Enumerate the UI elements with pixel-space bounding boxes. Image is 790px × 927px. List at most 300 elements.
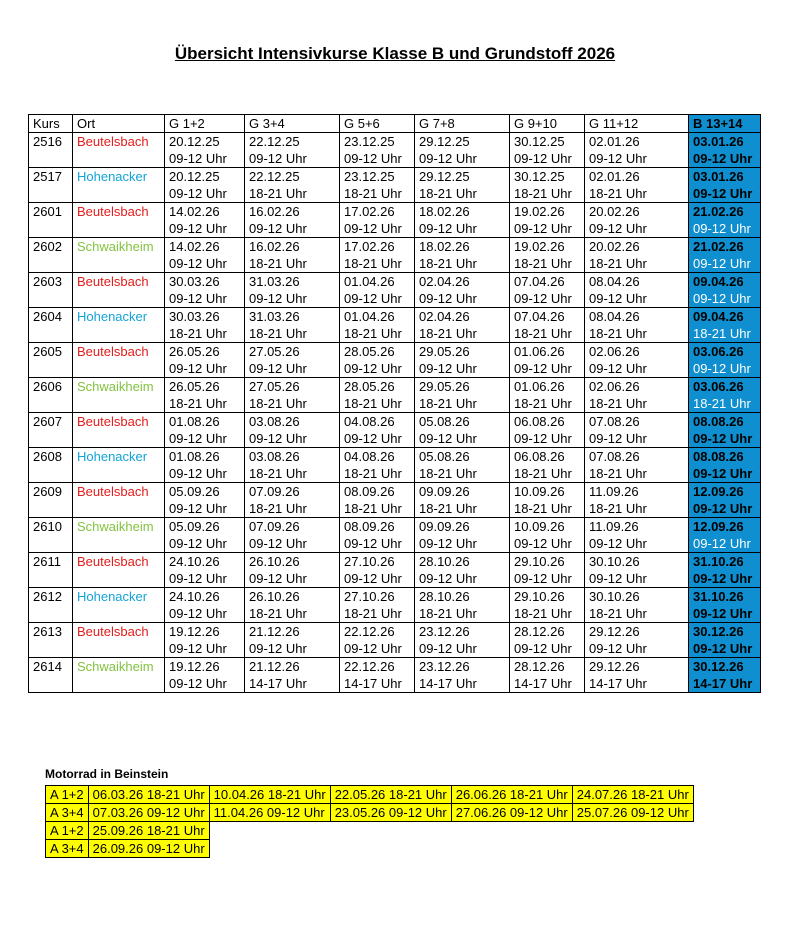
time-cell: 09-12 Uhr (415, 640, 510, 658)
time-cell: 09-12 Uhr (415, 360, 510, 378)
time-cell: 18-21 Uhr (165, 325, 245, 343)
date-cell: 09.04.26 (689, 308, 761, 326)
date-cell: 26.10.26 (245, 588, 340, 606)
motorrad-date: 26.09.26 09-12 Uhr (88, 840, 209, 858)
date-cell: 07.04.26 (510, 273, 585, 291)
date-cell: 24.10.26 (165, 553, 245, 571)
time-cell: 14-17 Uhr (510, 675, 585, 693)
time-cell: 09-12 Uhr (245, 535, 340, 553)
date-cell: 01.08.26 (165, 448, 245, 466)
time-cell: 09-12 Uhr (245, 430, 340, 448)
motorrad-date: 07.03.26 09-12 Uhr (88, 804, 209, 822)
ort-name: Hohenacker (73, 308, 165, 343)
time-cell: 18-21 Uhr (585, 605, 689, 623)
date-cell: 29.12.25 (415, 168, 510, 186)
date-cell: 26.05.26 (165, 378, 245, 396)
date-cell: 04.08.26 (340, 413, 415, 431)
time-cell: 18-21 Uhr (340, 500, 415, 518)
table-row (29, 308, 761, 326)
kurs-number: 2613 (29, 623, 73, 658)
time-cell: 09-12 Uhr (689, 605, 761, 623)
date-cell: 08.09.26 (340, 518, 415, 536)
empty-cell (572, 822, 693, 840)
time-cell: 09-12 Uhr (585, 290, 689, 308)
empty-cell (330, 840, 451, 858)
date-cell: 03.01.26 (689, 168, 761, 186)
table-row (29, 483, 761, 501)
time-cell: 09-12 Uhr (340, 570, 415, 588)
column-header: B 13+14 (689, 115, 761, 133)
date-cell: 22.12.25 (245, 133, 340, 151)
time-cell: 09-12 Uhr (340, 220, 415, 238)
time-cell: 09-12 Uhr (585, 535, 689, 553)
time-cell: 09-12 Uhr (510, 220, 585, 238)
time-cell: 09-12 Uhr (585, 570, 689, 588)
empty-cell (209, 822, 330, 840)
kurs-number: 2517 (29, 168, 73, 203)
date-cell: 16.02.26 (245, 238, 340, 256)
time-cell: 18-21 Uhr (245, 185, 340, 203)
column-header: Ort (73, 115, 165, 133)
date-cell: 02.04.26 (415, 308, 510, 326)
table-row (29, 343, 761, 361)
time-cell: 09-12 Uhr (415, 290, 510, 308)
ort-name: Schwaikheim (73, 658, 165, 693)
time-cell: 18-21 Uhr (415, 500, 510, 518)
table-row (29, 413, 761, 431)
table-row (29, 238, 761, 256)
empty-cell (451, 840, 572, 858)
table-row (29, 168, 761, 186)
date-cell: 19.12.26 (165, 623, 245, 641)
time-cell: 09-12 Uhr (689, 640, 761, 658)
table-row (29, 658, 761, 676)
date-cell: 01.06.26 (510, 378, 585, 396)
kurs-number: 2601 (29, 203, 73, 238)
date-cell: 01.08.26 (165, 413, 245, 431)
motorrad-row (46, 822, 694, 840)
time-cell: 09-12 Uhr (165, 500, 245, 518)
date-cell: 28.12.26 (510, 658, 585, 676)
date-cell: 29.12.25 (415, 133, 510, 151)
time-cell: 09-12 Uhr (510, 360, 585, 378)
date-cell: 03.06.26 (689, 343, 761, 361)
date-cell: 09.04.26 (689, 273, 761, 291)
date-cell: 30.12.25 (510, 133, 585, 151)
time-cell: 18-21 Uhr (585, 500, 689, 518)
date-cell: 21.12.26 (245, 623, 340, 641)
time-cell: 09-12 Uhr (689, 255, 761, 273)
time-cell: 09-12 Uhr (340, 360, 415, 378)
time-cell: 09-12 Uhr (415, 220, 510, 238)
date-cell: 21.02.26 (689, 203, 761, 221)
date-cell: 30.12.26 (689, 658, 761, 676)
table-row (29, 133, 761, 151)
time-cell: 09-12 Uhr (245, 290, 340, 308)
time-cell: 18-21 Uhr (245, 500, 340, 518)
time-cell: 09-12 Uhr (165, 535, 245, 553)
date-cell: 09.09.26 (415, 518, 510, 536)
date-cell: 19.12.26 (165, 658, 245, 676)
date-cell: 03.08.26 (245, 413, 340, 431)
time-cell: 09-12 Uhr (165, 430, 245, 448)
time-cell: 09-12 Uhr (689, 150, 761, 168)
motorrad-date: 25.07.26 09-12 Uhr (572, 804, 693, 822)
date-cell: 29.10.26 (510, 553, 585, 571)
motorrad-date: 25.09.26 18-21 Uhr (88, 822, 209, 840)
time-cell: 09-12 Uhr (689, 290, 761, 308)
time-cell: 09-12 Uhr (415, 535, 510, 553)
date-cell: 03.08.26 (245, 448, 340, 466)
ort-name: Beutelsbach (73, 483, 165, 518)
table-row (29, 378, 761, 396)
time-cell: 09-12 Uhr (340, 430, 415, 448)
date-cell: 28.12.26 (510, 623, 585, 641)
motorrad-date: 27.06.26 09-12 Uhr (451, 804, 572, 822)
date-cell: 02.04.26 (415, 273, 510, 291)
date-cell: 02.06.26 (585, 343, 689, 361)
kurs-number: 2608 (29, 448, 73, 483)
time-cell: 18-21 Uhr (340, 465, 415, 483)
time-cell: 14-17 Uhr (585, 675, 689, 693)
kurs-number: 2610 (29, 518, 73, 553)
time-cell: 09-12 Uhr (415, 150, 510, 168)
time-cell: 09-12 Uhr (510, 535, 585, 553)
time-cell: 09-12 Uhr (510, 640, 585, 658)
ort-name: Hohenacker (73, 448, 165, 483)
time-cell: 09-12 Uhr (510, 570, 585, 588)
ort-name: Beutelsbach (73, 553, 165, 588)
date-cell: 14.02.26 (165, 203, 245, 221)
ort-name: Beutelsbach (73, 203, 165, 238)
ort-name: Beutelsbach (73, 343, 165, 378)
date-cell: 04.08.26 (340, 448, 415, 466)
kurs-number: 2603 (29, 273, 73, 308)
date-cell: 30.12.25 (510, 168, 585, 186)
date-cell: 30.12.26 (689, 623, 761, 641)
kurs-number: 2516 (29, 133, 73, 168)
kurs-number: 2611 (29, 553, 73, 588)
time-cell: 09-12 Uhr (689, 360, 761, 378)
date-cell: 18.02.26 (415, 203, 510, 221)
date-cell: 02.01.26 (585, 133, 689, 151)
date-cell: 02.06.26 (585, 378, 689, 396)
time-cell: 18-21 Uhr (510, 185, 585, 203)
time-cell: 09-12 Uhr (689, 220, 761, 238)
time-cell: 09-12 Uhr (245, 640, 340, 658)
date-cell: 24.10.26 (165, 588, 245, 606)
time-cell: 09-12 Uhr (245, 150, 340, 168)
time-cell: 18-21 Uhr (415, 605, 510, 623)
time-cell: 14-17 Uhr (245, 675, 340, 693)
time-cell: 18-21 Uhr (340, 325, 415, 343)
time-cell: 18-21 Uhr (245, 325, 340, 343)
time-cell: 18-21 Uhr (245, 465, 340, 483)
motorrad-class: A 1+2 (46, 786, 89, 804)
date-cell: 08.04.26 (585, 273, 689, 291)
date-cell: 08.09.26 (340, 483, 415, 501)
date-cell: 05.08.26 (415, 448, 510, 466)
date-cell: 05.08.26 (415, 413, 510, 431)
date-cell: 16.02.26 (245, 203, 340, 221)
motorrad-date: 06.03.26 18-21 Uhr (88, 786, 209, 804)
time-cell: 18-21 Uhr (585, 255, 689, 273)
kurs-number: 2614 (29, 658, 73, 693)
date-cell: 01.04.26 (340, 308, 415, 326)
time-cell: 18-21 Uhr (245, 605, 340, 623)
time-cell: 09-12 Uhr (340, 290, 415, 308)
time-cell: 09-12 Uhr (415, 570, 510, 588)
motorrad-class: A 3+4 (46, 840, 89, 858)
date-cell: 07.09.26 (245, 483, 340, 501)
ort-name: Schwaikheim (73, 518, 165, 553)
date-cell: 22.12.26 (340, 623, 415, 641)
time-cell: 18-21 Uhr (415, 395, 510, 413)
date-cell: 27.10.26 (340, 588, 415, 606)
date-cell: 20.02.26 (585, 238, 689, 256)
ort-name: Hohenacker (73, 588, 165, 623)
date-cell: 23.12.25 (340, 133, 415, 151)
date-cell: 05.09.26 (165, 483, 245, 501)
empty-cell (330, 822, 451, 840)
time-cell: 18-21 Uhr (340, 605, 415, 623)
time-cell: 09-12 Uhr (165, 150, 245, 168)
time-cell: 18-21 Uhr (415, 185, 510, 203)
column-header: G 5+6 (340, 115, 415, 133)
date-cell: 11.09.26 (585, 518, 689, 536)
time-cell: 18-21 Uhr (585, 395, 689, 413)
time-cell: 09-12 Uhr (245, 360, 340, 378)
time-cell: 18-21 Uhr (340, 185, 415, 203)
time-cell: 18-21 Uhr (585, 465, 689, 483)
motorrad-date: 22.05.26 18-21 Uhr (330, 786, 451, 804)
table-row (29, 588, 761, 606)
motorrad-row (46, 804, 694, 822)
time-cell: 09-12 Uhr (245, 570, 340, 588)
table-row (29, 448, 761, 466)
date-cell: 27.05.26 (245, 343, 340, 361)
date-cell: 31.03.26 (245, 273, 340, 291)
time-cell: 18-21 Uhr (340, 395, 415, 413)
motorrad-date: 23.05.26 09-12 Uhr (330, 804, 451, 822)
date-cell: 07.09.26 (245, 518, 340, 536)
time-cell: 09-12 Uhr (165, 605, 245, 623)
ort-name: Hohenacker (73, 168, 165, 203)
date-cell: 02.01.26 (585, 168, 689, 186)
time-cell: 09-12 Uhr (510, 430, 585, 448)
time-cell: 18-21 Uhr (510, 395, 585, 413)
time-cell: 18-21 Uhr (415, 465, 510, 483)
time-cell: 09-12 Uhr (165, 640, 245, 658)
ort-name: Beutelsbach (73, 413, 165, 448)
date-cell: 11.09.26 (585, 483, 689, 501)
date-cell: 23.12.26 (415, 658, 510, 676)
time-cell: 09-12 Uhr (340, 535, 415, 553)
date-cell: 28.10.26 (415, 588, 510, 606)
date-cell: 31.10.26 (689, 588, 761, 606)
kurs-number: 2609 (29, 483, 73, 518)
date-cell: 01.06.26 (510, 343, 585, 361)
kurs-number: 2607 (29, 413, 73, 448)
date-cell: 30.10.26 (585, 553, 689, 571)
date-cell: 07.08.26 (585, 413, 689, 431)
empty-cell (572, 840, 693, 858)
time-cell: 09-12 Uhr (165, 465, 245, 483)
motorrad-row (46, 840, 694, 858)
motorrad-date: 10.04.26 18-21 Uhr (209, 786, 330, 804)
time-cell: 09-12 Uhr (585, 150, 689, 168)
time-cell: 09-12 Uhr (165, 255, 245, 273)
date-cell: 08.04.26 (585, 308, 689, 326)
time-cell: 18-21 Uhr (510, 500, 585, 518)
date-cell: 28.05.26 (340, 343, 415, 361)
time-cell: 18-21 Uhr (689, 325, 761, 343)
time-cell: 18-21 Uhr (510, 465, 585, 483)
date-cell: 28.10.26 (415, 553, 510, 571)
date-cell: 01.04.26 (340, 273, 415, 291)
date-cell: 31.10.26 (689, 553, 761, 571)
time-cell: 09-12 Uhr (165, 290, 245, 308)
date-cell: 23.12.25 (340, 168, 415, 186)
time-cell: 09-12 Uhr (689, 570, 761, 588)
empty-cell (209, 840, 330, 858)
time-cell: 09-12 Uhr (165, 220, 245, 238)
motorrad-row (46, 786, 694, 804)
kurs-number: 2606 (29, 378, 73, 413)
date-cell: 20.12.25 (165, 168, 245, 186)
column-header: G 1+2 (165, 115, 245, 133)
time-cell: 09-12 Uhr (165, 185, 245, 203)
time-cell: 09-12 Uhr (510, 150, 585, 168)
time-cell: 09-12 Uhr (585, 360, 689, 378)
kurs-number: 2612 (29, 588, 73, 623)
date-cell: 26.05.26 (165, 343, 245, 361)
date-cell: 09.09.26 (415, 483, 510, 501)
date-cell: 18.02.26 (415, 238, 510, 256)
time-cell: 09-12 Uhr (689, 185, 761, 203)
table-row (29, 273, 761, 291)
motorrad-table (45, 785, 694, 858)
date-cell: 12.09.26 (689, 483, 761, 501)
time-cell: 18-21 Uhr (415, 255, 510, 273)
course-table (28, 114, 761, 693)
date-cell: 23.12.26 (415, 623, 510, 641)
time-cell: 18-21 Uhr (165, 395, 245, 413)
column-header: G 9+10 (510, 115, 585, 133)
ort-name: Schwaikheim (73, 238, 165, 273)
date-cell: 21.02.26 (689, 238, 761, 256)
empty-cell (451, 822, 572, 840)
date-cell: 29.12.26 (585, 623, 689, 641)
date-cell: 17.02.26 (340, 238, 415, 256)
time-cell: 18-21 Uhr (510, 605, 585, 623)
date-cell: 27.05.26 (245, 378, 340, 396)
date-cell: 29.10.26 (510, 588, 585, 606)
time-cell: 18-21 Uhr (245, 255, 340, 273)
table-row (29, 203, 761, 221)
date-cell: 07.04.26 (510, 308, 585, 326)
time-cell: 18-21 Uhr (585, 325, 689, 343)
date-cell: 08.08.26 (689, 448, 761, 466)
date-cell: 31.03.26 (245, 308, 340, 326)
time-cell: 14-17 Uhr (689, 675, 761, 693)
table-header-row (29, 115, 761, 133)
date-cell: 30.10.26 (585, 588, 689, 606)
date-cell: 22.12.25 (245, 168, 340, 186)
date-cell: 03.01.26 (689, 133, 761, 151)
date-cell: 14.02.26 (165, 238, 245, 256)
column-header: G 7+8 (415, 115, 510, 133)
time-cell: 09-12 Uhr (510, 290, 585, 308)
ort-name: Beutelsbach (73, 623, 165, 658)
date-cell: 19.02.26 (510, 203, 585, 221)
date-cell: 05.09.26 (165, 518, 245, 536)
kurs-number: 2604 (29, 308, 73, 343)
table-row (29, 518, 761, 536)
time-cell: 14-17 Uhr (415, 675, 510, 693)
date-cell: 06.08.26 (510, 413, 585, 431)
table-row (29, 553, 761, 571)
table-row (29, 623, 761, 641)
date-cell: 30.03.26 (165, 273, 245, 291)
date-cell: 19.02.26 (510, 238, 585, 256)
date-cell: 22.12.26 (340, 658, 415, 676)
ort-name: Beutelsbach (73, 273, 165, 308)
time-cell: 09-12 Uhr (245, 220, 340, 238)
motorrad-class: A 1+2 (46, 822, 89, 840)
time-cell: 09-12 Uhr (340, 150, 415, 168)
time-cell: 18-21 Uhr (415, 325, 510, 343)
time-cell: 09-12 Uhr (689, 465, 761, 483)
time-cell: 18-21 Uhr (245, 395, 340, 413)
time-cell: 09-12 Uhr (585, 220, 689, 238)
motorrad-title: Motorrad in Beinstein (45, 767, 169, 781)
motorrad-date: 26.06.26 18-21 Uhr (451, 786, 572, 804)
time-cell: 18-21 Uhr (585, 185, 689, 203)
time-cell: 18-21 Uhr (689, 395, 761, 413)
kurs-number: 2605 (29, 343, 73, 378)
date-cell: 20.02.26 (585, 203, 689, 221)
time-cell: 18-21 Uhr (510, 255, 585, 273)
time-cell: 09-12 Uhr (585, 430, 689, 448)
motorrad-date: 11.04.26 09-12 Uhr (209, 804, 330, 822)
time-cell: 09-12 Uhr (165, 570, 245, 588)
date-cell: 17.02.26 (340, 203, 415, 221)
time-cell: 18-21 Uhr (340, 255, 415, 273)
motorrad-class: A 3+4 (46, 804, 89, 822)
ort-name: Beutelsbach (73, 133, 165, 168)
date-cell: 29.12.26 (585, 658, 689, 676)
date-cell: 07.08.26 (585, 448, 689, 466)
date-cell: 10.09.26 (510, 483, 585, 501)
time-cell: 09-12 Uhr (165, 360, 245, 378)
column-header: G 3+4 (245, 115, 340, 133)
date-cell: 28.05.26 (340, 378, 415, 396)
date-cell: 26.10.26 (245, 553, 340, 571)
motorrad-date: 24.07.26 18-21 Uhr (572, 786, 693, 804)
date-cell: 29.05.26 (415, 378, 510, 396)
column-header: G 11+12 (585, 115, 689, 133)
kurs-number: 2602 (29, 238, 73, 273)
time-cell: 18-21 Uhr (510, 325, 585, 343)
time-cell: 14-17 Uhr (340, 675, 415, 693)
time-cell: 09-12 Uhr (415, 430, 510, 448)
time-cell: 09-12 Uhr (165, 675, 245, 693)
time-cell: 09-12 Uhr (585, 640, 689, 658)
date-cell: 08.08.26 (689, 413, 761, 431)
date-cell: 12.09.26 (689, 518, 761, 536)
date-cell: 29.05.26 (415, 343, 510, 361)
